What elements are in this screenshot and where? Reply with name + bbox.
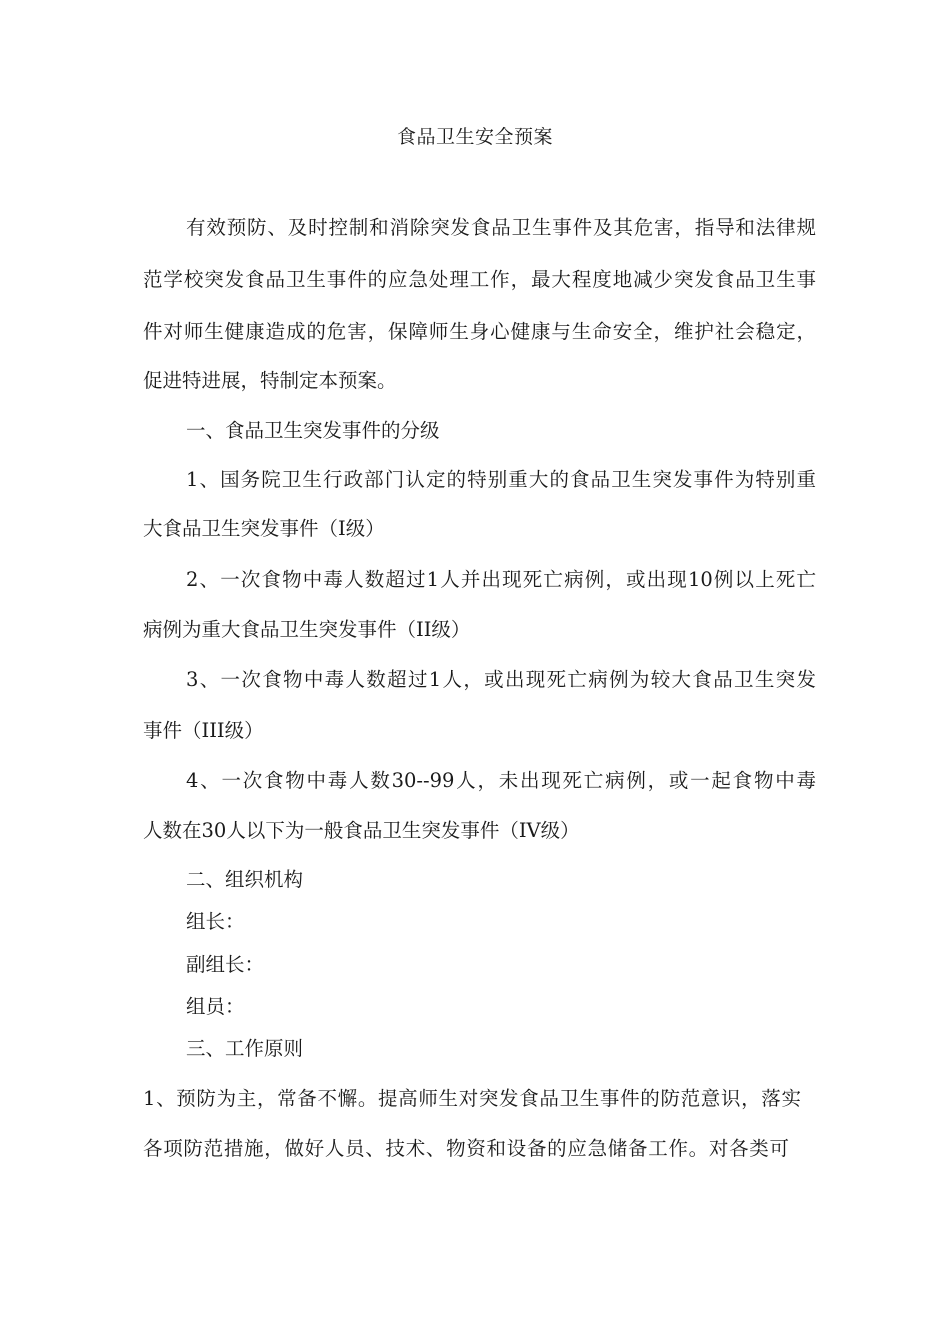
document-title: 食品卫生安全预案 <box>396 126 553 148</box>
paragraph-line: 人数在30人以下为一般食品卫生突发事件（IV级） <box>143 819 580 842</box>
org-field-deputy-leader: 副组长： <box>186 953 265 976</box>
paragraph-line: 事件（III级） <box>143 719 264 742</box>
section-heading: 一、食品卫生突发事件的分级 <box>186 419 440 442</box>
paragraph-line: 1、预防为主，常备不懈。提高师生对突发食品卫生事件的防范意识，落实 <box>143 1087 801 1110</box>
paragraph-line: 3、一次食物中毒人数超过1人，或出现死亡病例为较大食品卫生突发 <box>186 668 816 691</box>
paragraph-line: 促进特进展，特制定本预案。 <box>143 369 397 392</box>
org-field-leader: 组长： <box>186 910 245 933</box>
paragraph-line: 4、一次食物中毒人数30--99人，未出现死亡病例，或一起食物中毒 <box>186 769 816 792</box>
paragraph-line: 各项防范措施，做好人员、技术、物资和设备的应急储备工作。对各类可 <box>143 1137 789 1160</box>
paragraph-line: 1、国务院卫生行政部门认定的特别重大的食品卫生突发事件为特别重 <box>186 468 816 491</box>
paragraph-line: 件对师生健康造成的危害，保障师生身心健康与生命安全，维护社会稳定， <box>143 320 816 343</box>
section-heading: 二、组织机构 <box>186 868 304 891</box>
section-heading: 三、工作原则 <box>186 1037 304 1060</box>
paragraph-line: 大食品卫生突发事件（I级） <box>143 517 385 540</box>
paragraph-line: 范学校突发食品卫生事件的应急处理工作，最大程度地减少突发食品卫生事 <box>143 268 816 291</box>
org-field-members: 组员： <box>186 995 245 1018</box>
paragraph-line: 病例为重大食品卫生突发事件（II级） <box>143 618 471 641</box>
paragraph-line: 2、一次食物中毒人数超过1人并出现死亡病例，或出现10例以上死亡 <box>186 568 816 591</box>
paragraph-line: 有效预防、及时控制和消除突发食品卫生事件及其危害，指导和法律规 <box>186 216 816 239</box>
